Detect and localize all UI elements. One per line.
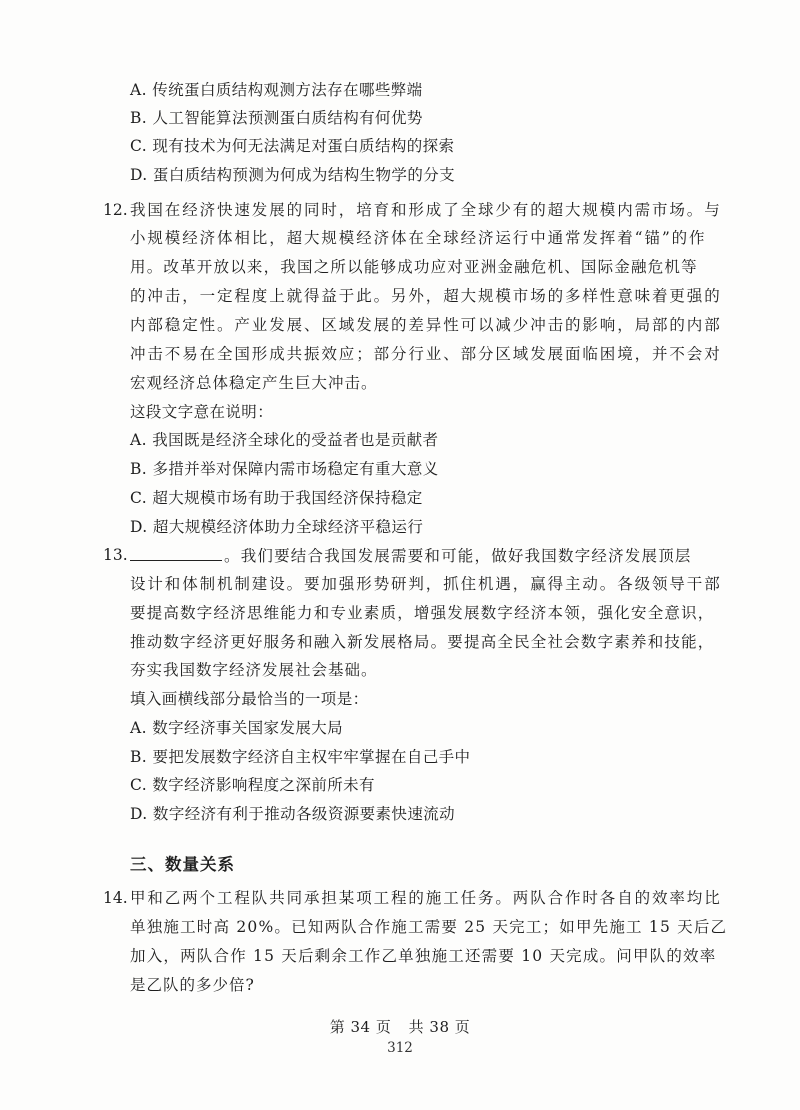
q12-prompt: 这段文字意在说明： bbox=[130, 403, 274, 421]
fill-in-blank bbox=[130, 544, 222, 561]
q12-number: 12. bbox=[103, 201, 128, 219]
q12-option-d: D. 超大规模经济体助力全球经济平稳运行 bbox=[130, 518, 424, 536]
q13-prompt: 填入画横线部分最恰当的一项是： bbox=[130, 690, 369, 708]
page-indicator bbox=[0, 1016, 800, 1037]
q13-option-b: B. 要把发展数字经济自主权牢牢掌握在自己手中 bbox=[130, 748, 471, 766]
q11-option-d: D. 蛋白质结构预测为何成为结构生物学的分支 bbox=[130, 166, 456, 184]
q13-option-d: D. 数字经济有利于推动各级资源要素快速流动 bbox=[130, 805, 456, 823]
q12-option-b: B. 多措并举对保障内需市场稳定有重大意义 bbox=[130, 460, 439, 478]
q13-text-line: 要提高数字经济思维能力和专业素质，增强发展数字经济本领，强化安全意识， bbox=[130, 604, 715, 622]
q11-option-b: B. 人工智能算法预测蛋白质结构有何优势 bbox=[130, 109, 423, 127]
q13-text-line: 设计和体制机制建设。要加强形势研判，抓住机遇，赢得主动。各级领导干部 bbox=[130, 575, 722, 593]
q13-text-line: 推动数字经济更好服务和融入新发展格局。要提高全民全社会数字素养和技能， bbox=[130, 633, 715, 651]
q12-text-line: 内部稳定性。产业发展、区域发展的差异性可以减少冲击的影响，局部的内部 bbox=[130, 316, 722, 334]
q13-first-line bbox=[130, 544, 692, 567]
q14-number: 14. bbox=[103, 889, 128, 907]
q12-text-line: 用。改革开放以来，我国之所以能够成功应对亚洲金融危机、国际金融危机等 bbox=[130, 258, 698, 276]
page-current: 第 34 页 bbox=[329, 1018, 392, 1036]
q11-option-c: C. 现有技术为何无法满足对蛋白质结构的探索 bbox=[130, 137, 455, 155]
q12-text-line: 小规模经济体相比，超大规模经济体在全球经济运行中通常发挥着“锚”的作 bbox=[130, 229, 707, 247]
section-title: 三、数量关系 bbox=[130, 855, 235, 874]
q14-text-line: 加入，两队合作 15 天后剩余工作乙单独施工还需要 10 天完成。问甲队的效率 bbox=[130, 947, 717, 965]
q12-option-c: C. 超大规模市场有助于我国经济保持稳定 bbox=[130, 489, 423, 507]
q14-text-line: 是乙队的多少倍? bbox=[130, 976, 255, 994]
q13-text-line: 夯实我国数字经济发展社会基础。 bbox=[130, 661, 378, 679]
book-page-number: 312 bbox=[387, 1040, 413, 1056]
q13-option-c: C. 数字经济影响程度之深前所未有 bbox=[130, 776, 375, 794]
q13-option-a: A. 数字经济事关国家发展大局 bbox=[130, 719, 344, 737]
q13-number: 13. bbox=[103, 546, 128, 564]
q12-text-line: 我国在经济快速发展的同时，培育和形成了全球少有的超大规模内需市场。与 bbox=[130, 201, 722, 219]
q14-text-line: 单独施工时高 20%。已知两队合作施工需要 25 天完工；如甲先施工 15 天后乙 bbox=[130, 918, 728, 936]
q12-text-line: 冲击不易在全国形成共振效应；部分行业、部分区域发展面临困境，并不会对 bbox=[130, 345, 722, 363]
q14-text-line: 甲和乙两个工程队共同承担某项工程的施工任务。两队合作时各自的效率均比 bbox=[130, 889, 722, 907]
q11-option-a: A. 传统蛋白质结构观测方法存在哪些弊端 bbox=[130, 81, 423, 99]
q13-first-line-text: 。我们要结合我国发展需要和可能，做好我国数字经济发展顶层 bbox=[224, 547, 692, 565]
page-total: 共 38 页 bbox=[408, 1018, 471, 1036]
q12-text-line: 宏观经济总体稳定产生巨大冲击。 bbox=[130, 374, 378, 392]
q12-text-line: 的冲击，一定程度上就得益于此。另外，超大规模市场的多样性意味着更强的 bbox=[130, 287, 722, 305]
q12-option-a: A. 我国既是经济全球化的受益者也是贡献者 bbox=[130, 431, 439, 449]
